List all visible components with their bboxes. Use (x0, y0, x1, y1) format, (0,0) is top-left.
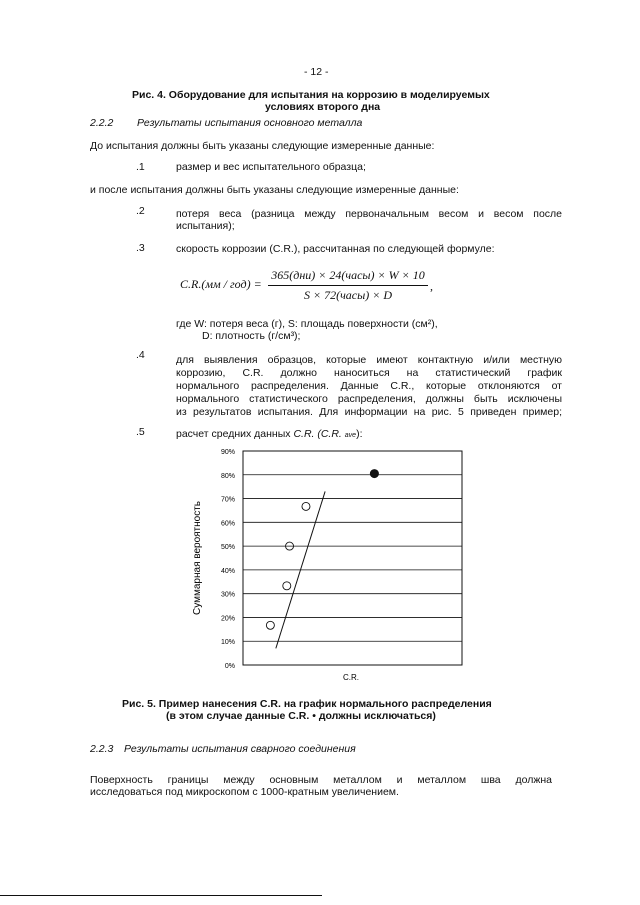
y-tick-label: 0% (224, 663, 235, 670)
data-point (302, 502, 310, 510)
item-5-sub: ave (344, 432, 357, 439)
item-5-cr: C.R. (293, 428, 315, 440)
formula-numerator: 365(дни) × 24(часы) × W × 10 (271, 268, 425, 282)
paragraph-before-test: До испытания должны быть указаны следующие измеренные данные: (90, 140, 435, 152)
item-4-line: коррозию, C.R. должно наноситься на статистический график (176, 367, 562, 379)
excluded-data-point (370, 469, 379, 478)
figure-4-caption-line2: условиях второго дна (265, 101, 381, 113)
y-tick-label: 80% (220, 472, 235, 480)
data-point (266, 621, 274, 629)
item-5-pre: расчет средних данных (176, 428, 294, 440)
item-2-number: .2 (136, 205, 145, 217)
y-tick-label: 70% (220, 496, 235, 504)
data-point (283, 582, 291, 590)
fraction-bar (268, 285, 428, 286)
figure-4-caption-line1: Рис. 4. Оборудование для испытания на коррозию в моделируемых (132, 89, 490, 101)
item-4-line: нормального статистического распределения, должны быть исключены (176, 393, 562, 405)
y-tick-label: 20% (220, 615, 235, 623)
item-5-number: .5 (136, 426, 145, 438)
item-2-line1: потеря веса (разница между первоначальным весом и весом после (176, 208, 562, 220)
item-5-mid: (C.R. (314, 428, 345, 440)
item-4-line: нормального распределения. Данные C.R., которые отклоняются от (176, 380, 562, 392)
item-5-post: ): (356, 428, 363, 440)
item-4-number: .4 (136, 349, 145, 361)
section-2-2-2-title: Результаты испытания основного металла (137, 117, 363, 129)
y-tick-labels (221, 449, 235, 670)
formula-tail: , (430, 279, 433, 293)
formula-lhs: C.R.(мм / год) = (180, 277, 262, 291)
section-2-2-3-title: Результаты испытания сварного соединения (124, 743, 356, 755)
y-axis-label: Суммарная вероятность (192, 500, 203, 616)
page-number: - 12 - (304, 66, 329, 78)
where-line1: где W: потеря веса (г), S: площадь поверхности (см²), (176, 318, 438, 330)
item-3-text: скорость коррозии (C.R.), рассчитанная по следующей формуле: (176, 243, 495, 255)
figure-5-caption-line2: (в этом случае данные C.R. • должны исключаться) (166, 710, 436, 722)
section-2-2-2-number: 2.2.2 (90, 117, 114, 129)
item-1-number: .1 (136, 161, 145, 173)
y-tick-label: 30% (220, 591, 235, 599)
paragraph-after-test: и после испытания должны быть указаны следующие измеренные данные: (90, 184, 459, 196)
formula-denominator: S × 72(часы) × D (303, 288, 393, 302)
y-tick-label: 10% (220, 639, 235, 647)
gridlines (243, 451, 462, 665)
where-line2: D: плотность (г/см³); (202, 330, 301, 342)
figure-5-caption-line1: Рис. 5. Пример нанесения C.R. на график нормального распределения (122, 698, 492, 710)
item-4-line: из результатов испытания. Для информации на рис. 5 приведен пример; (176, 406, 562, 418)
y-tick-label: 90% (220, 449, 235, 456)
y-tick-label: 40% (220, 567, 235, 575)
item-1-text: размер и вес испытательного образца; (176, 161, 366, 173)
footer-rule (0, 895, 322, 896)
x-axis-label: C.R. (343, 673, 359, 682)
item-3-number: .3 (136, 242, 145, 254)
item-2-line2: испытания); (176, 220, 235, 232)
section-2-2-3-number: 2.2.3 (90, 743, 114, 755)
item-4-line: для выявления образцов, которые имеют контактную и/или местную (176, 354, 562, 366)
paragraph-2-2-3-line1: Поверхность границы между основным металлом и металлом шва должна (90, 774, 552, 786)
y-tick-label: 50% (220, 544, 235, 552)
y-tick-label: 60% (220, 520, 235, 528)
normal-distribution-chart (180, 440, 480, 690)
plot-frame (243, 451, 462, 665)
data-points (266, 469, 379, 629)
paragraph-2-2-3-line2: исследоваться под микроскопом с 1000-кратным увеличением. (90, 786, 399, 798)
item-4-text (176, 354, 562, 419)
